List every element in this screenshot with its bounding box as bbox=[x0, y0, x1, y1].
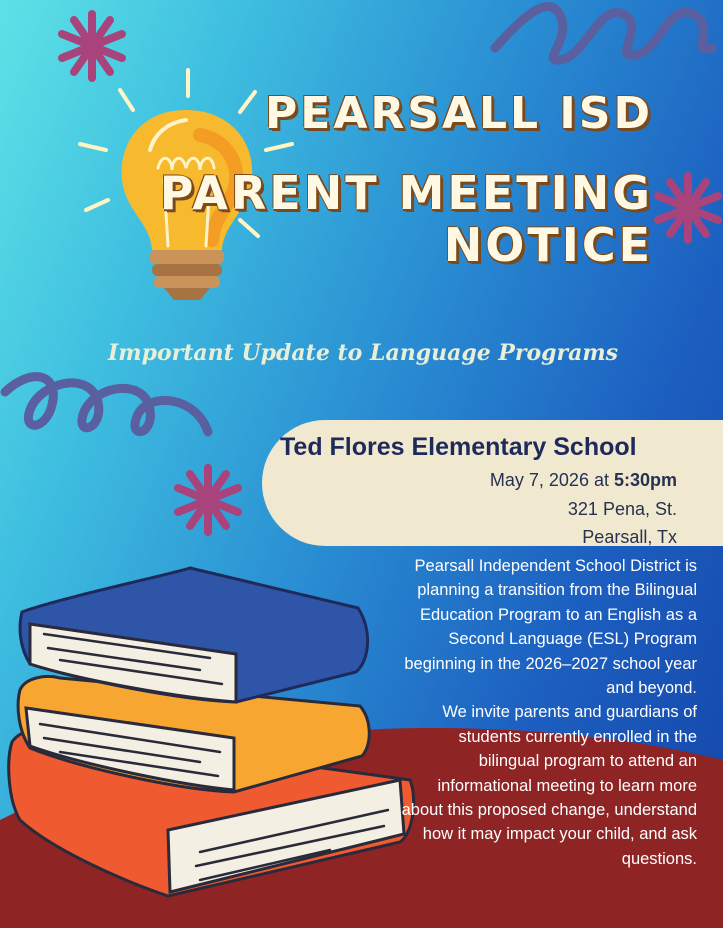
meeting-time: 5:30pm bbox=[613, 470, 677, 490]
school-name: Ted Flores Elementary School bbox=[280, 433, 637, 461]
title-parent-meeting: PARENT MEETING bbox=[159, 166, 653, 220]
subtitle: Important Update to Language Programs bbox=[108, 340, 619, 366]
meeting-city: Pearsall, Tx bbox=[582, 527, 677, 547]
body-paragraph-transition: Pearsall Independent School District is planning a transition from the Bilingual Education Program to an English as a Second Language (ESL) Program beginning in the 2026–2027 school year and beyond. bbox=[404, 557, 697, 698]
body-paragraph-invitation: We invite parents and guardians of students currently enrolled in the bilingual program to attend an informational meeting to learn more about this proposed change, understand how it may impact your child, and ask questions. bbox=[401, 703, 697, 868]
title-district: PEARSALL ISD bbox=[265, 88, 653, 139]
body-copy bbox=[397, 554, 697, 871]
meeting-date: May 7, 2026 at bbox=[489, 470, 614, 490]
meeting-address: 321 Pena, St. bbox=[567, 499, 677, 519]
title-notice: NOTICE bbox=[443, 218, 653, 272]
meeting-date-time bbox=[490, 470, 677, 491]
